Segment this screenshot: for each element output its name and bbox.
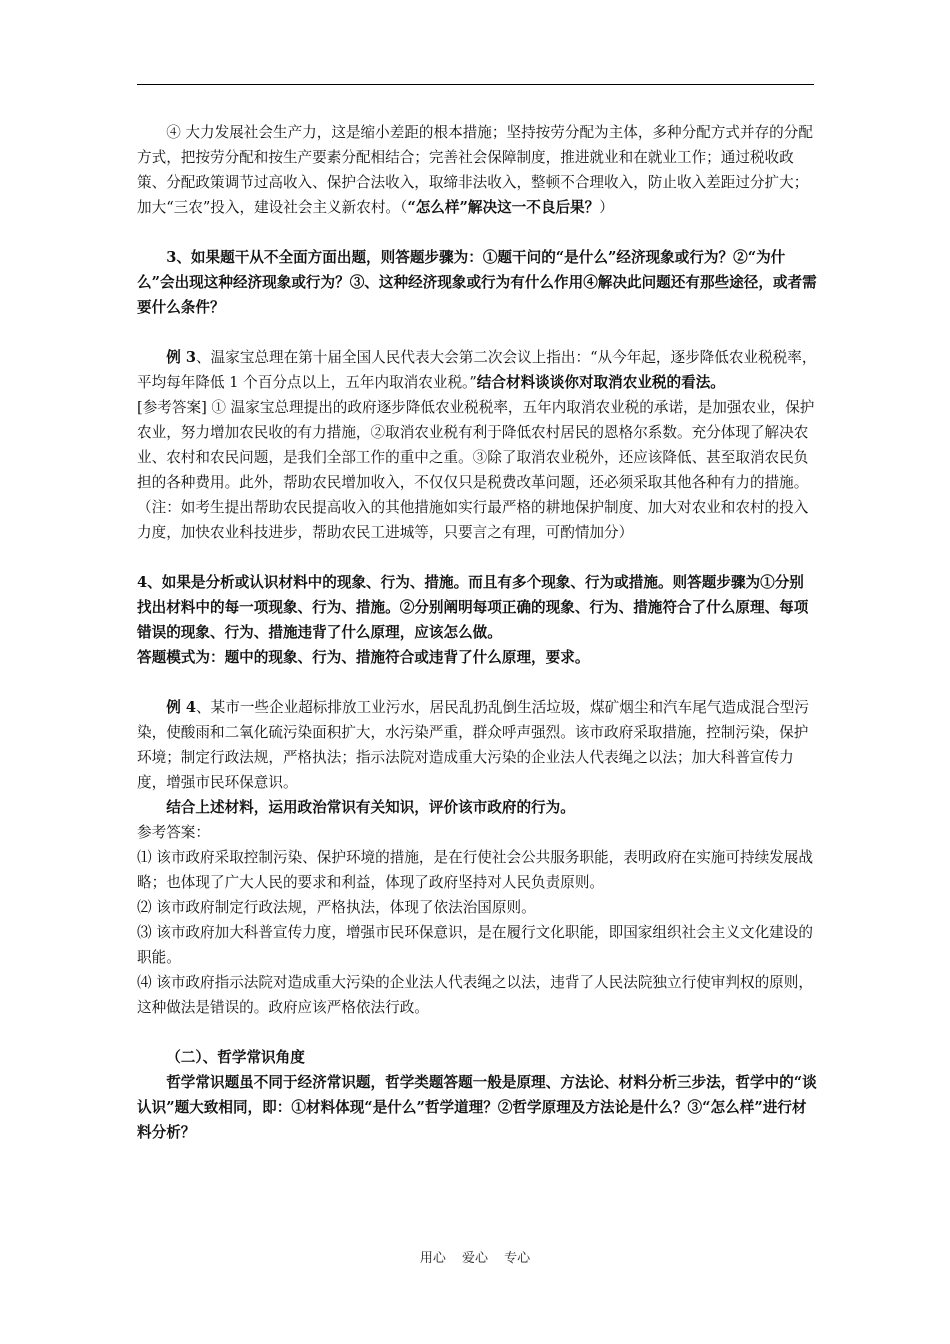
paragraph bbox=[137, 245, 817, 320]
bold-text: 例 3 bbox=[166, 349, 197, 366]
bold-text: 3、如果题干从不全面方面出题，则答题步骤为：①题干问的“是什么”经济现象或行为？②“为什么”会出现这种经济现象或行为？③、这种经济现象或行为有什么作用④解决此问题还有那些途径，或者需要什么条件？ bbox=[137, 249, 817, 316]
page-footer: 用心 爱心 专心 bbox=[419, 1251, 531, 1266]
paragraph bbox=[137, 845, 817, 895]
paragraph-gap bbox=[137, 1020, 817, 1045]
document-body bbox=[137, 120, 817, 1145]
bold-text: 4、如果是分析或认识材料中的现象、行为、措施。而且有多个现象、行为或措施。则答题步骤为①分别找出材料中的每一项现象、行为、措施。②分别阐明每项正确的现象、行为、措施符合了什么原理、每项错误的现象、行为、措施违背了什么原理，应该怎么做。 bbox=[137, 574, 809, 641]
text-run: ⑵ 该市政府制定行政法规，严格执法，体现了依法治国原则。 bbox=[137, 899, 536, 916]
bold-text: 哲学常识题虽不同于经济常识题，哲学类题答题一般是原理、方法论、材料分析三步法，哲学中的“谈认识”题大致相同，即：①材料体现“是什么”哲学道理？②哲学原理及方法论是什么？③“怎么样”进行材料分析？ bbox=[137, 1074, 817, 1141]
paragraph bbox=[137, 1045, 817, 1070]
paragraph-gap bbox=[137, 545, 817, 570]
paragraph bbox=[137, 895, 817, 920]
bold-text: 例 4 bbox=[166, 699, 197, 716]
text-run: [参考答案] ① 温家宝总理提出的政府逐步降低农业税税率，五年内取消农业税的承诺，是加强农业，保护农业，努力增加农民收的有力措施，②取消农业税有利于降低农村居民的恩格尔系数。充分体现了解决农业、农村和农民问题，是我们全部工作的重中之重。③除了取消农业税外，还应该降低、甚至取消农民负担的各种费用。此外，帮助农民增加收入，不仅仅只是税费改革问题，还必须采取其他各种有力的措施。 bbox=[137, 399, 815, 491]
text-run: 参考答案： bbox=[137, 824, 210, 841]
paragraph bbox=[137, 345, 817, 395]
paragraph bbox=[137, 1070, 817, 1145]
paragraph bbox=[137, 695, 817, 795]
text-run: 、温家宝总理在第十届全国人民代表大会第二次会议上指出：“从今年起，逐步降低农业税税率，平均每年降低 1 个百分点以上，五年内取消农业税。” bbox=[137, 349, 817, 391]
text-run: ） bbox=[599, 199, 614, 216]
bold-text: “怎么样”解决这一不良后果？ bbox=[407, 199, 600, 216]
text-run: ⑴ 该市政府采取控制污染、保护环境的措施，是在行使社会公共服务职能，表明政府在实施可持续发展战略；也体现了广大人民的要求和利益，体现了政府坚持对人民负责原则。 bbox=[137, 849, 813, 891]
text-run: ⑷ 该市政府指示法院对造成重大污染的企业法人代表绳之以法，违背了人民法院独立行使审判权的原则，这种做法是错误的。政府应该严格依法行政。 bbox=[137, 974, 813, 1016]
paragraph bbox=[137, 645, 817, 670]
paragraph bbox=[137, 495, 817, 545]
paragraph bbox=[137, 920, 817, 970]
paragraph bbox=[137, 820, 817, 845]
header-rule bbox=[137, 84, 814, 85]
text-run: 、某市一些企业超标排放工业污水，居民乱扔乱倒生活垃圾，煤矿烟尘和汽车尾气造成混合型污染，使酸雨和二氧化硫污染面积扩大，水污染严重，群众呼声强烈。该市政府采取措施，控制污染，保护环境；制定行政法规，严格执法；指示法院对造成重大污染的企业法人代表绳之以法；加大科普宣传力度，增强市民环保意识。 bbox=[137, 699, 809, 791]
paragraph bbox=[137, 970, 817, 1020]
paragraph bbox=[137, 795, 817, 820]
paragraph-gap bbox=[137, 220, 817, 245]
text-run: ④ 大力发展社会生产力，这是缩小差距的根本措施；坚持按劳分配为主体，多种分配方式并存的分配方式，把按劳分配和按生产要素分配相结合；完善社会保障制度，推进就业和在就业工作；通过税收政策、分配政策调节过高收入、保护合法收入，取缔非法收入，整顿不合理收入，防止收入差距过分扩大；加大“三农”投入，建设社会主义新农村。（ bbox=[137, 124, 813, 216]
bold-text: 结合上述材料，运用政治常识有关知识，评价该市政府的行为。 bbox=[166, 799, 575, 816]
bold-text: 结合材料谈谈你对取消农业税的看法。 bbox=[476, 374, 725, 391]
paragraph-gap bbox=[137, 320, 817, 345]
bold-text: （二）、哲学常识角度 bbox=[166, 1049, 305, 1066]
text-run: （注：如考生提出帮助农民提高收入的其他措施如实行最严格的耕地保护制度、加大对农业和农村的投入力度，加快农业科技进步，帮助农民工进城等，只要言之有理，可酌情加分） bbox=[137, 499, 809, 541]
paragraph bbox=[137, 570, 817, 645]
text-run: ⑶ 该市政府加大科普宣传力度，增强市民环保意识，是在履行文化职能，即国家组织社会主义文化建设的职能。 bbox=[137, 924, 813, 966]
paragraph-gap bbox=[137, 670, 817, 695]
paragraph bbox=[137, 120, 817, 220]
bold-text: 答题模式为：题中的现象、行为、措施符合或违背了什么原理，要求。 bbox=[137, 649, 590, 666]
paragraph bbox=[137, 395, 817, 495]
